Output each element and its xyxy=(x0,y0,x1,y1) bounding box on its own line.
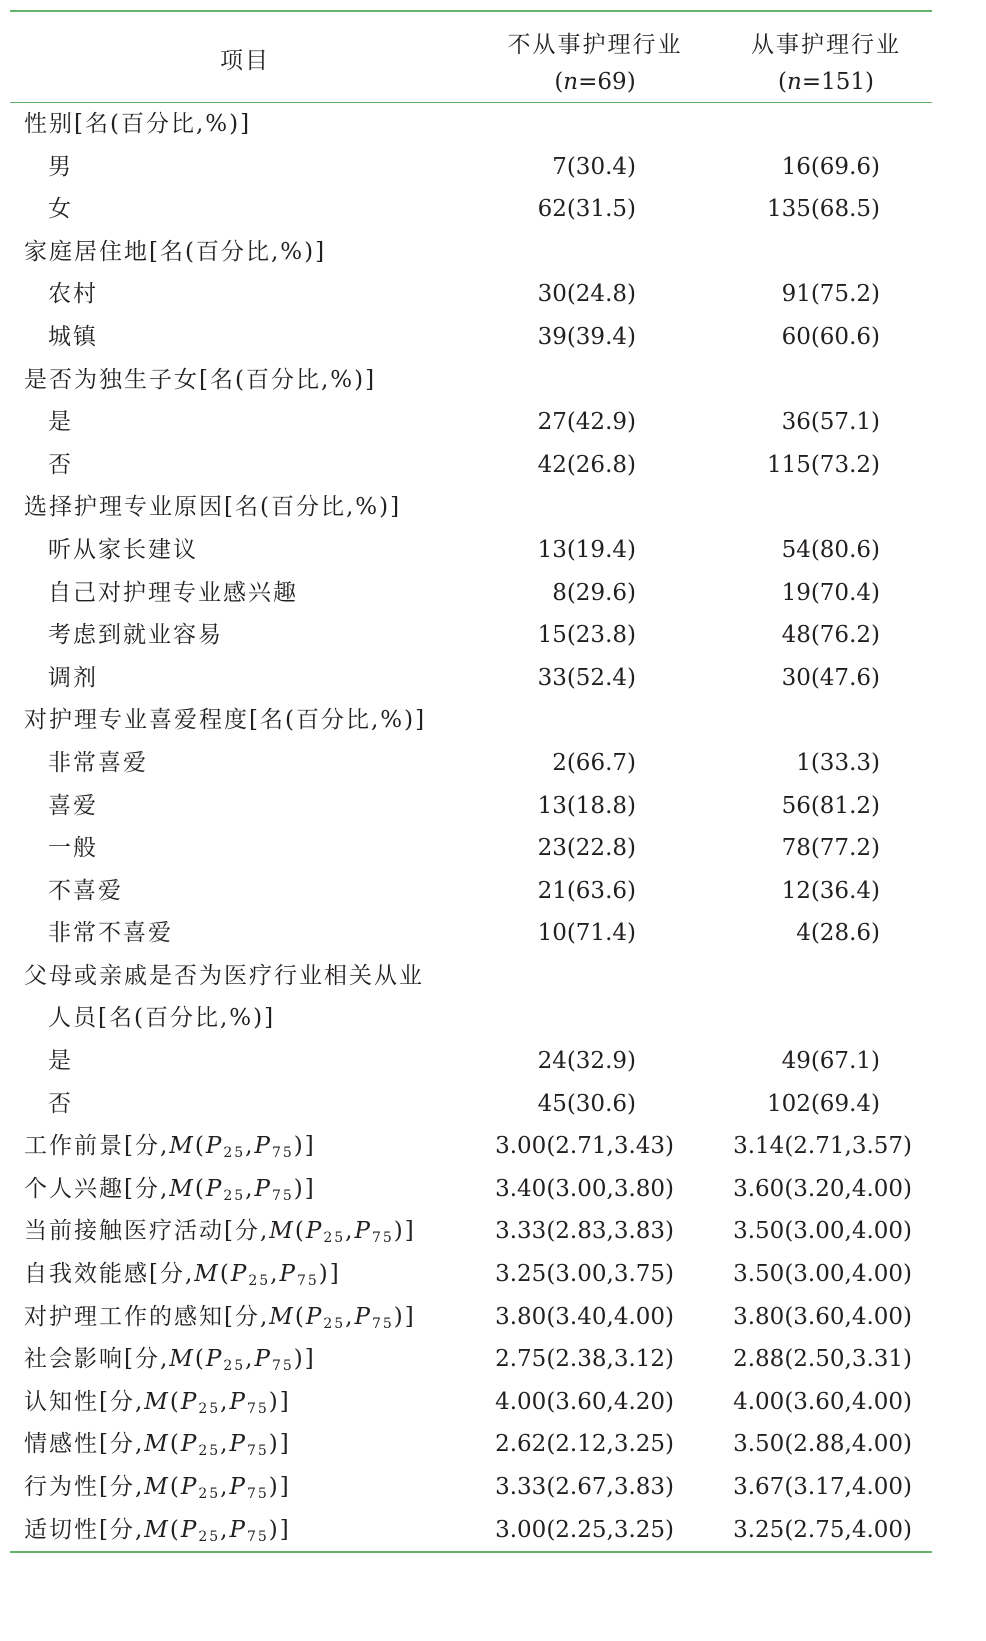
cell-nursing: 3.14(2.71,3.57) xyxy=(733,1133,912,1160)
row-label: 选择护理专业原因[名(百分比,%)] xyxy=(24,494,402,521)
row-label: 否 xyxy=(48,1090,73,1117)
table-row xyxy=(10,146,932,189)
table-row xyxy=(10,785,932,828)
cell-nursing: 78(77.2) xyxy=(781,835,880,862)
row-label-text: 工作前景 xyxy=(24,1133,124,1160)
cell-nursing: 12(36.4) xyxy=(781,877,880,904)
cell-nursing: 3.80(3.60,4.00) xyxy=(733,1303,912,1330)
table-row xyxy=(10,1040,932,1083)
row-label xyxy=(24,1423,291,1466)
cell-nursing: 1(33.3) xyxy=(796,749,880,776)
cell-nursing: 54(80.6) xyxy=(781,536,880,563)
row-label: 城镇 xyxy=(48,323,98,350)
table-row xyxy=(10,1253,932,1296)
table-row xyxy=(10,1125,932,1168)
cell-not-nursing: 3.25(3.00,3.75) xyxy=(495,1261,674,1288)
row-label: 考虑到就业容易 xyxy=(48,622,223,649)
row-label: 喜爱 xyxy=(48,792,98,819)
row-label-text: 对护理工作的感知 xyxy=(24,1303,224,1330)
cell-not-nursing: 39(39.4) xyxy=(537,323,636,350)
table-row xyxy=(10,529,932,572)
row-label: 父母或亲戚是否为医疗行业相关从业 xyxy=(24,962,424,989)
table-body xyxy=(10,103,932,1551)
row-label: 家庭居住地[名(百分比,%)] xyxy=(24,238,327,265)
row-label-unit: [分$,M(P_{25},P_{75})$] xyxy=(99,1388,291,1417)
table-row xyxy=(10,316,932,359)
header-col-nursing xyxy=(720,26,932,95)
cell-not-nursing: 3.00(2.71,3.43) xyxy=(495,1133,674,1160)
cell-not-nursing: 3.40(3.00,3.80) xyxy=(495,1175,674,1202)
cell-not-nursing: 3.33(2.83,3.83) xyxy=(495,1218,674,1245)
row-label: 是否为独生子女[名(百分比,%)] xyxy=(24,366,377,393)
cell-not-nursing: 3.00(2.25,3.25) xyxy=(495,1516,674,1543)
row-label: 人员[名(百分比,%)] xyxy=(48,1005,276,1032)
cell-nursing: 3.67(3.17,4.00) xyxy=(733,1474,912,1500)
table-row xyxy=(10,997,932,1040)
row-label xyxy=(24,1253,341,1296)
row-label: 是 xyxy=(48,409,73,436)
cell-not-nursing: 23(22.8) xyxy=(537,835,636,862)
cell-nursing: 60(60.6) xyxy=(781,323,880,350)
table-row xyxy=(10,1423,932,1466)
header-col1-n-value: 69 xyxy=(597,69,627,95)
table-header xyxy=(10,12,932,102)
table-row xyxy=(10,614,932,657)
header-col1-title: 不从事护理行业 xyxy=(507,32,683,58)
table-row xyxy=(10,572,932,615)
cell-nursing: 3.60(3.20,4.00) xyxy=(733,1175,912,1202)
bottom-rule xyxy=(10,1551,932,1553)
cell-not-nursing: 4.00(3.60,4.20) xyxy=(495,1388,674,1415)
row-label xyxy=(24,1125,316,1168)
row-label: 男 xyxy=(48,153,73,180)
row-label-unit: [分$,M(P_{25},P_{75})$] xyxy=(149,1261,341,1290)
cell-not-nursing: 30(24.8) xyxy=(537,281,636,308)
row-label-unit: [分$,M(P_{25},P_{75})$] xyxy=(99,1474,291,1502)
cell-not-nursing: 45(30.6) xyxy=(537,1090,636,1117)
cell-not-nursing: 15(23.8) xyxy=(537,622,636,649)
cell-nursing: 115(73.2) xyxy=(766,451,880,478)
cell-nursing: 3.50(3.00,4.00) xyxy=(733,1261,912,1288)
table-row xyxy=(10,188,932,231)
cell-nursing: 30(47.6) xyxy=(781,664,880,691)
table-row xyxy=(10,103,932,146)
row-label-unit: [分$,M(P_{25},P_{75})$] xyxy=(124,1133,316,1162)
cell-not-nursing: 10(71.4) xyxy=(537,920,636,947)
row-label-text: 当前接触医疗活动 xyxy=(24,1218,224,1245)
table-row xyxy=(10,486,932,529)
cell-nursing: 16(69.6) xyxy=(781,153,880,180)
row-label xyxy=(24,1338,316,1381)
row-label xyxy=(24,1168,316,1211)
table-row xyxy=(10,1381,932,1424)
data-table xyxy=(10,10,932,1553)
row-label-unit: [分$,M(P_{25},P_{75})$] xyxy=(224,1218,416,1247)
row-label: 不喜爱 xyxy=(48,877,123,904)
cell-not-nursing: 7(30.4) xyxy=(552,153,636,180)
cell-not-nursing: 3.80(3.40,4.00) xyxy=(495,1303,674,1330)
row-label: 性别[名(百分比,%)] xyxy=(24,111,252,137)
row-label-text: 个人兴趣 xyxy=(24,1175,124,1202)
table-row xyxy=(10,273,932,316)
table-row xyxy=(10,912,932,955)
row-label-text: 自我效能感 xyxy=(24,1261,149,1288)
row-label-text: 适切性 xyxy=(24,1516,99,1543)
table-row xyxy=(10,1296,932,1339)
cell-not-nursing: 13(18.8) xyxy=(537,792,636,819)
table-row xyxy=(10,444,932,487)
table-row xyxy=(10,1509,932,1552)
row-label-text: 认知性 xyxy=(24,1388,99,1415)
header-item: 项目 xyxy=(220,48,270,74)
cell-nursing: 56(81.2) xyxy=(781,792,880,819)
row-label xyxy=(24,1381,291,1424)
header-col2-n: (n=151) xyxy=(778,69,874,95)
cell-nursing: 135(68.5) xyxy=(766,196,880,223)
row-label xyxy=(24,1210,416,1253)
cell-not-nursing: 42(26.8) xyxy=(537,451,636,478)
header-col-not-nursing xyxy=(480,26,710,95)
cell-nursing: 3.25(2.75,4.00) xyxy=(733,1516,912,1543)
row-label: 一般 xyxy=(48,835,98,862)
header-col1-n: (n=69) xyxy=(554,69,636,95)
cell-nursing: 4.00(3.60,4.00) xyxy=(733,1388,912,1415)
cell-nursing: 91(75.2) xyxy=(781,281,880,308)
row-label-unit: [分$,M(P_{25},P_{75})$] xyxy=(99,1431,291,1460)
row-label: 农村 xyxy=(48,281,98,308)
cell-not-nursing: 62(31.5) xyxy=(537,196,636,223)
table-row xyxy=(10,870,932,913)
row-label-text: 社会影响 xyxy=(24,1346,124,1373)
cell-not-nursing: 8(29.6) xyxy=(552,579,636,606)
row-label: 自己对护理专业感兴趣 xyxy=(48,579,298,606)
cell-not-nursing: 3.33(2.67,3.83) xyxy=(495,1474,674,1500)
row-label: 否 xyxy=(48,451,73,478)
cell-not-nursing: 27(42.9) xyxy=(537,409,636,436)
cell-nursing: 3.50(3.00,4.00) xyxy=(733,1218,912,1245)
row-label: 非常喜爱 xyxy=(48,749,148,776)
row-label-unit: [分$,M(P_{25},P_{75})$] xyxy=(124,1346,316,1375)
table-row xyxy=(10,359,932,402)
cell-nursing: 48(76.2) xyxy=(781,622,880,649)
cell-not-nursing: 2.75(2.38,3.12) xyxy=(495,1346,674,1373)
row-label-unit: [分$,M(P_{25},P_{75})$] xyxy=(224,1303,416,1332)
cell-nursing: 36(57.1) xyxy=(781,409,880,436)
row-label-unit: [分$,M(P_{25},P_{75})$] xyxy=(99,1516,291,1545)
row-label: 是 xyxy=(48,1048,73,1075)
cell-not-nursing: 21(63.6) xyxy=(537,877,636,904)
cell-nursing: 2.88(2.50,3.31) xyxy=(733,1346,912,1373)
table-row xyxy=(10,955,932,998)
table-row xyxy=(10,827,932,870)
row-label: 听从家长建议 xyxy=(48,536,198,563)
table-row xyxy=(10,401,932,444)
table-row xyxy=(10,1338,932,1381)
row-label xyxy=(24,1509,291,1552)
table-row xyxy=(10,1083,932,1126)
cell-nursing: 49(67.1) xyxy=(781,1048,880,1075)
row-label: 非常不喜爱 xyxy=(48,920,173,947)
cell-nursing: 19(70.4) xyxy=(781,579,880,606)
table-row xyxy=(10,1168,932,1211)
header-col2-title: 从事护理行业 xyxy=(751,32,901,58)
table-row xyxy=(10,699,932,742)
row-label-text: 情感性 xyxy=(24,1431,99,1458)
row-label xyxy=(24,1466,291,1509)
table-row xyxy=(10,742,932,785)
cell-not-nursing: 2.62(2.12,3.25) xyxy=(495,1431,674,1458)
cell-not-nursing: 13(19.4) xyxy=(537,536,636,563)
cell-not-nursing: 2(66.7) xyxy=(552,749,636,776)
row-label-text: 行为性 xyxy=(24,1474,99,1500)
row-label xyxy=(24,1296,416,1339)
cell-not-nursing: 33(52.4) xyxy=(537,664,636,691)
row-label: 对护理专业喜爱程度[名(百分比,%)] xyxy=(24,707,427,734)
table-row xyxy=(10,231,932,274)
cell-nursing: 102(69.4) xyxy=(766,1090,880,1117)
table-row xyxy=(10,657,932,700)
row-label-unit: [分$,M(P_{25},P_{75})$] xyxy=(124,1175,316,1204)
cell-not-nursing: 24(32.9) xyxy=(537,1048,636,1075)
cell-nursing: 3.50(2.88,4.00) xyxy=(733,1431,912,1458)
cell-nursing: 4(28.6) xyxy=(796,920,880,947)
row-label: 调剂 xyxy=(48,664,98,691)
table-row xyxy=(10,1466,932,1509)
row-label: 女 xyxy=(48,196,73,223)
table-row xyxy=(10,1210,932,1253)
header-col2-n-value: 151 xyxy=(821,69,865,95)
